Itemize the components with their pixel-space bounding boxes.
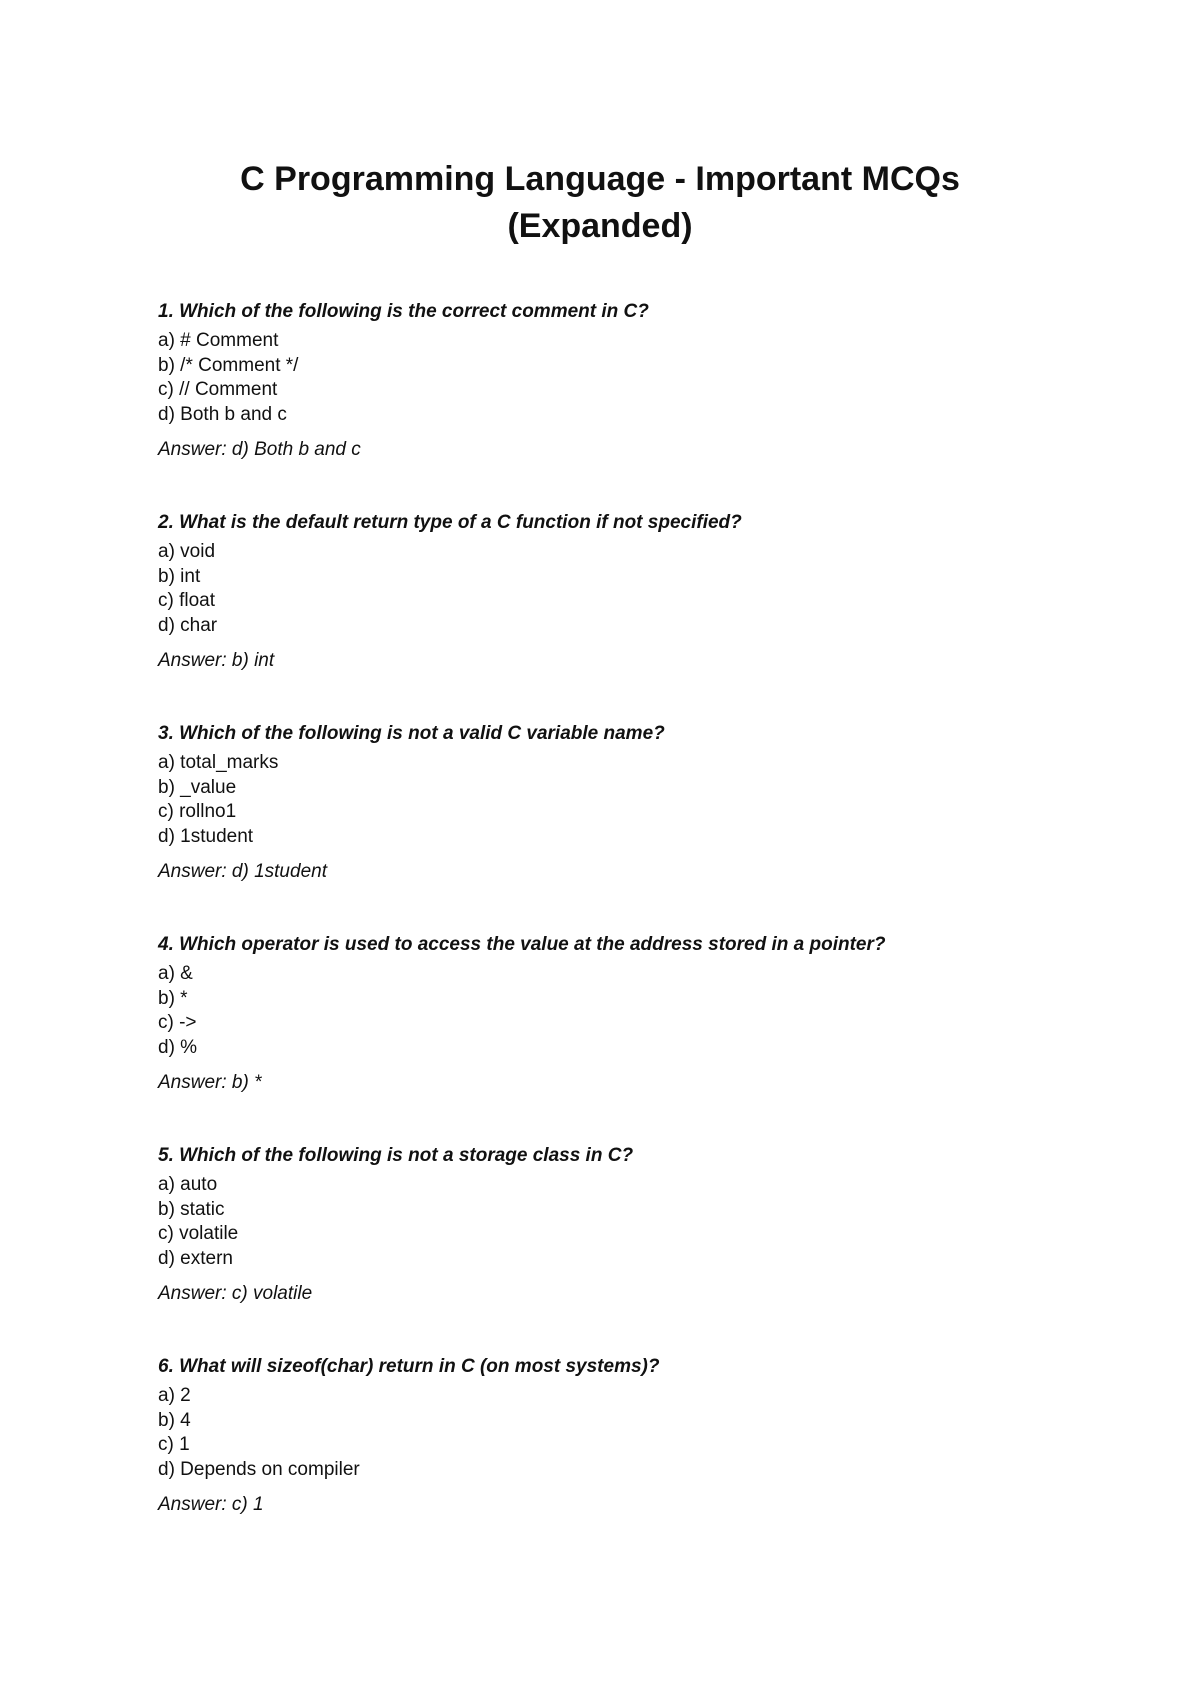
question-3 [158, 722, 1058, 933]
option-list [158, 329, 1058, 427]
question-5 [158, 1144, 1058, 1355]
option-a: a) total_marks [158, 752, 279, 773]
option-d: d) char [158, 614, 218, 636]
option-a: a) void [158, 541, 216, 562]
option-b: b) _value [158, 776, 237, 798]
question-text: 1. Which of the following is the correct comment in C? [158, 301, 649, 322]
option-a: a) & [158, 963, 193, 984]
option-c: c) volatile [158, 1223, 239, 1244]
option-c: c) float [158, 590, 216, 611]
question-2 [158, 511, 1058, 722]
answer-text: Answer: d) 1student [158, 861, 327, 882]
option-d: d) 1student [158, 825, 254, 847]
option-d: d) extern [158, 1247, 233, 1269]
option-a: a) auto [158, 1174, 218, 1195]
option-list [158, 962, 1058, 1060]
question-text: 6. What will sizeof(char) return in C (on most systems)? [158, 1356, 660, 1377]
option-a: a) 2 [158, 1385, 191, 1406]
option-b: b) int [158, 565, 201, 587]
page-title [100, 156, 1100, 250]
option-list [158, 540, 1058, 638]
option-d: d) Both b and c [158, 403, 287, 425]
answer-text: Answer: c) 1 [158, 1494, 264, 1515]
question-list [158, 300, 1058, 1566]
option-d: d) % [158, 1036, 198, 1058]
question-1 [158, 300, 1058, 511]
question-text: 4. Which operator is used to access the value at the address stored in a pointer? [158, 934, 886, 955]
option-b: b) /* Comment */ [158, 354, 299, 376]
option-c: c) -> [158, 1012, 197, 1033]
title-line-1: C Programming Language - Important MCQs [240, 160, 960, 198]
question-text: 5. Which of the following is not a storage class in C? [158, 1145, 634, 1166]
option-b: b) static [158, 1198, 225, 1220]
option-c: c) // Comment [158, 379, 278, 400]
question-text: 2. What is the default return type of a C function if not specified? [158, 512, 742, 533]
question-text: 3. Which of the following is not a valid C variable name? [158, 723, 665, 744]
option-b: b) 4 [158, 1409, 191, 1431]
answer-text: Answer: d) Both b and c [158, 439, 361, 460]
option-d: d) Depends on compiler [158, 1458, 360, 1480]
option-b: b) * [158, 987, 188, 1009]
answer-text: Answer: c) volatile [158, 1283, 313, 1304]
option-list [158, 1384, 1058, 1482]
option-list [158, 1173, 1058, 1271]
title-line-2: (Expanded) [507, 207, 693, 245]
question-6 [158, 1355, 1058, 1566]
answer-text: Answer: b) int [158, 650, 275, 671]
answer-text: Answer: b) * [158, 1072, 262, 1093]
option-a: a) # Comment [158, 330, 279, 351]
option-c: c) rollno1 [158, 801, 237, 822]
option-list [158, 751, 1058, 849]
option-c: c) 1 [158, 1434, 190, 1455]
question-4 [158, 933, 1058, 1144]
